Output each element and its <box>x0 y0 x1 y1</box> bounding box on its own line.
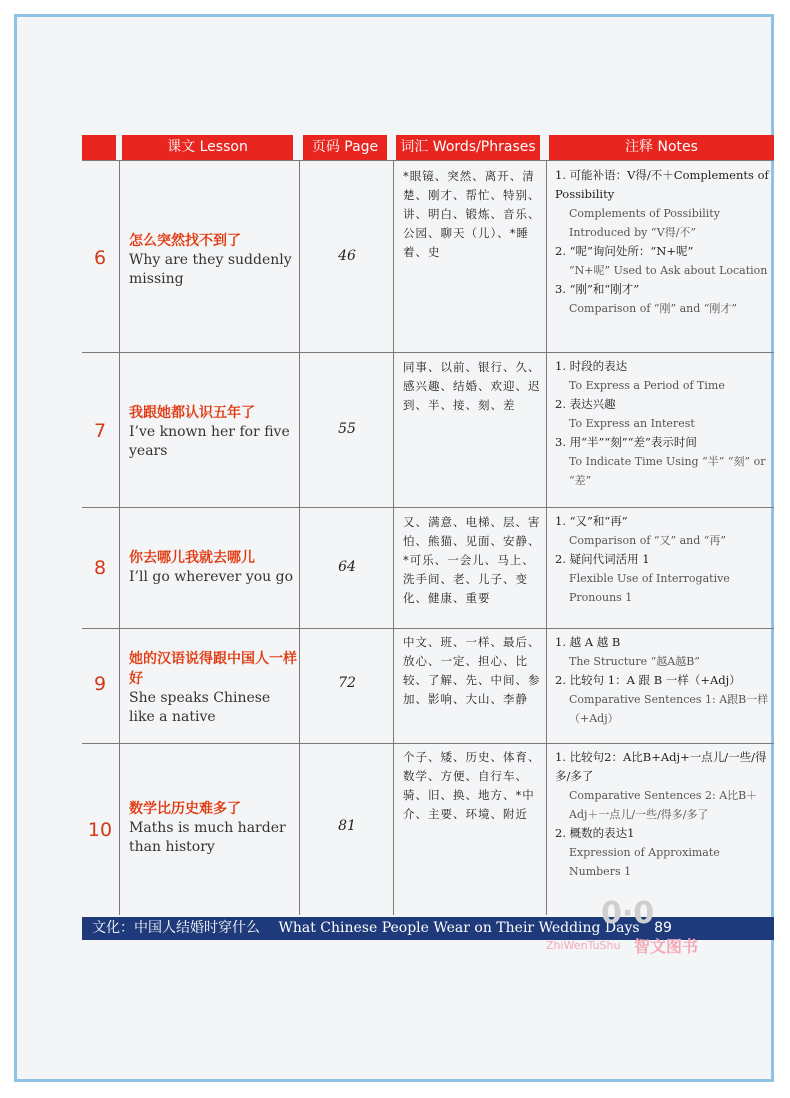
notes <box>555 357 773 490</box>
lesson-number: 9 <box>93 673 107 695</box>
header-number-cell <box>82 135 116 160</box>
note-translation: Flexible Use of Interrogative Pronouns 1 <box>569 572 730 604</box>
notes <box>555 633 773 728</box>
culture-title-en: What Chinese People Wear on Their Wedding Days <box>278 920 640 936</box>
page-number: 81 <box>338 818 356 834</box>
lesson-title <box>129 231 299 289</box>
notes <box>555 166 773 318</box>
lesson-title-zh: 怎么突然找不到了 <box>129 233 241 249</box>
note-item: 2. 比较句 1：A 跟 B 一样（+Adj） <box>555 673 741 687</box>
lesson-number: 8 <box>93 557 107 579</box>
note-item: 2. 表达兴趣 <box>555 397 616 411</box>
lesson-title-zh: 我跟她都认识五年了 <box>129 405 255 421</box>
header-words: 词汇 Words/Phrases <box>396 135 540 160</box>
header-notes: 注释 Notes <box>549 135 774 160</box>
vocabulary: 个子、矮、历史、体育、数学、方便、自行车、骑、旧、换、地方、*中介、主要、环境、附近 <box>403 750 541 821</box>
lesson-title-zh: 数学比历史难多了 <box>129 801 241 817</box>
lesson-title-zh: 她的汉语说得跟中国人一样好 <box>129 651 297 687</box>
table-row <box>82 628 774 744</box>
page-number: 55 <box>338 421 356 437</box>
lesson-title <box>129 649 299 727</box>
note-translation: Comparative Sentences 2: A比B＋Adj＋一点儿/一些/得多/多了 <box>569 789 758 821</box>
header-page: 页码 Page <box>303 135 387 160</box>
note-item: 3. “刚”和“刚才” <box>555 282 640 296</box>
note-item: 1. 越 A 越 B <box>555 635 621 649</box>
note-translation: Expression of Approximate Numbers 1 <box>569 846 720 878</box>
page-number: 72 <box>338 675 356 691</box>
note-translation: To Express a Period of Time <box>569 379 725 392</box>
lesson-number: 7 <box>93 420 107 442</box>
notes <box>555 748 773 881</box>
lesson-title-en: I’ve known her for five years <box>129 424 290 459</box>
vocabulary: 中文、班、一样、最后、放心、一定、担心、比较、了解、先、中间、参加、影响、大山、李静 <box>403 635 541 706</box>
note-translation: Comparison of “又” and “再” <box>569 534 727 547</box>
note-translation: To Indicate Time Using “半” “刻” or “差” <box>569 455 766 487</box>
vocabulary: 同事、以前、银行、久、感兴趣、结婚、欢迎、迟到、半、接、刻、差 <box>403 360 541 412</box>
vocabulary: *眼镜、突然、离开、清楚、刚才、帮忙、特别、讲、明白、锻炼、音乐、公园、聊天（儿）、*睡着、史 <box>403 169 541 259</box>
lesson-number: 6 <box>93 247 107 269</box>
vocabulary: 又、满意、电梯、层、害怕、熊猫、见面、安静、*可乐、一会儿、马上、洗手间、老、儿子、变化、健康、重要 <box>403 515 541 605</box>
watermark-brand: ZhiWenTuShu <box>546 939 621 952</box>
lesson-title-zh: 你去哪儿我就去哪儿 <box>129 550 255 566</box>
header-lesson: 课文 Lesson <box>122 135 293 160</box>
note-translation: To Express an Interest <box>569 417 695 430</box>
note-item: 3. 用“半”“刻”“差”表示时间 <box>555 435 697 449</box>
lesson-title <box>129 548 299 587</box>
lesson-number: 10 <box>87 819 113 841</box>
notes <box>555 512 773 607</box>
note-translation: The Structure “越A越B” <box>569 655 700 668</box>
lesson-title-en: She speaks Chinese like a native <box>129 690 271 725</box>
note-translation: Complements of Possibility Introduced by “V得/不” <box>569 207 720 239</box>
lesson-title <box>129 799 299 857</box>
table-row <box>82 352 774 508</box>
note-item: 2. 概数的表达1 <box>555 826 635 840</box>
note-item: 1. 比较句2：A比B+Adj+一点儿/一些/得多/多了 <box>555 750 767 783</box>
culture-title-zh: 文化：中国人结婚时穿什么 <box>92 920 260 936</box>
page-number: 64 <box>338 559 356 575</box>
culture-page-number: 89 <box>654 920 672 936</box>
note-translation: Comparative Sentences 1: A跟B一样（+Adj） <box>569 693 769 725</box>
watermark-logo: 0·0 <box>601 896 655 931</box>
table-row <box>82 507 774 629</box>
note-translation: Comparison of “刚” and “刚才” <box>569 302 738 315</box>
lesson-title-en: Maths is much harder than history <box>129 820 286 855</box>
page-number: 46 <box>338 248 356 264</box>
note-item: 1. “又”和“再” <box>555 514 628 528</box>
note-item: 1. 可能补语：V得/不＋Complements of Possibility <box>555 168 769 201</box>
table-row <box>82 743 774 916</box>
lesson-title-en: I’ll go wherever you go <box>129 569 294 585</box>
lesson-title <box>129 403 299 461</box>
lesson-title-en: Why are they suddenly missing <box>129 252 292 287</box>
table-row <box>82 160 774 353</box>
note-item: 2. 疑问代词活用 1 <box>555 552 650 566</box>
note-translation: “N+呢” Used to Ask about Location <box>569 264 768 277</box>
note-item: 2. “呢”询问处所：“N+呢” <box>555 244 694 258</box>
watermark-brand-zh: 智文图书 <box>634 937 699 956</box>
note-item: 1. 时段的表达 <box>555 359 628 373</box>
